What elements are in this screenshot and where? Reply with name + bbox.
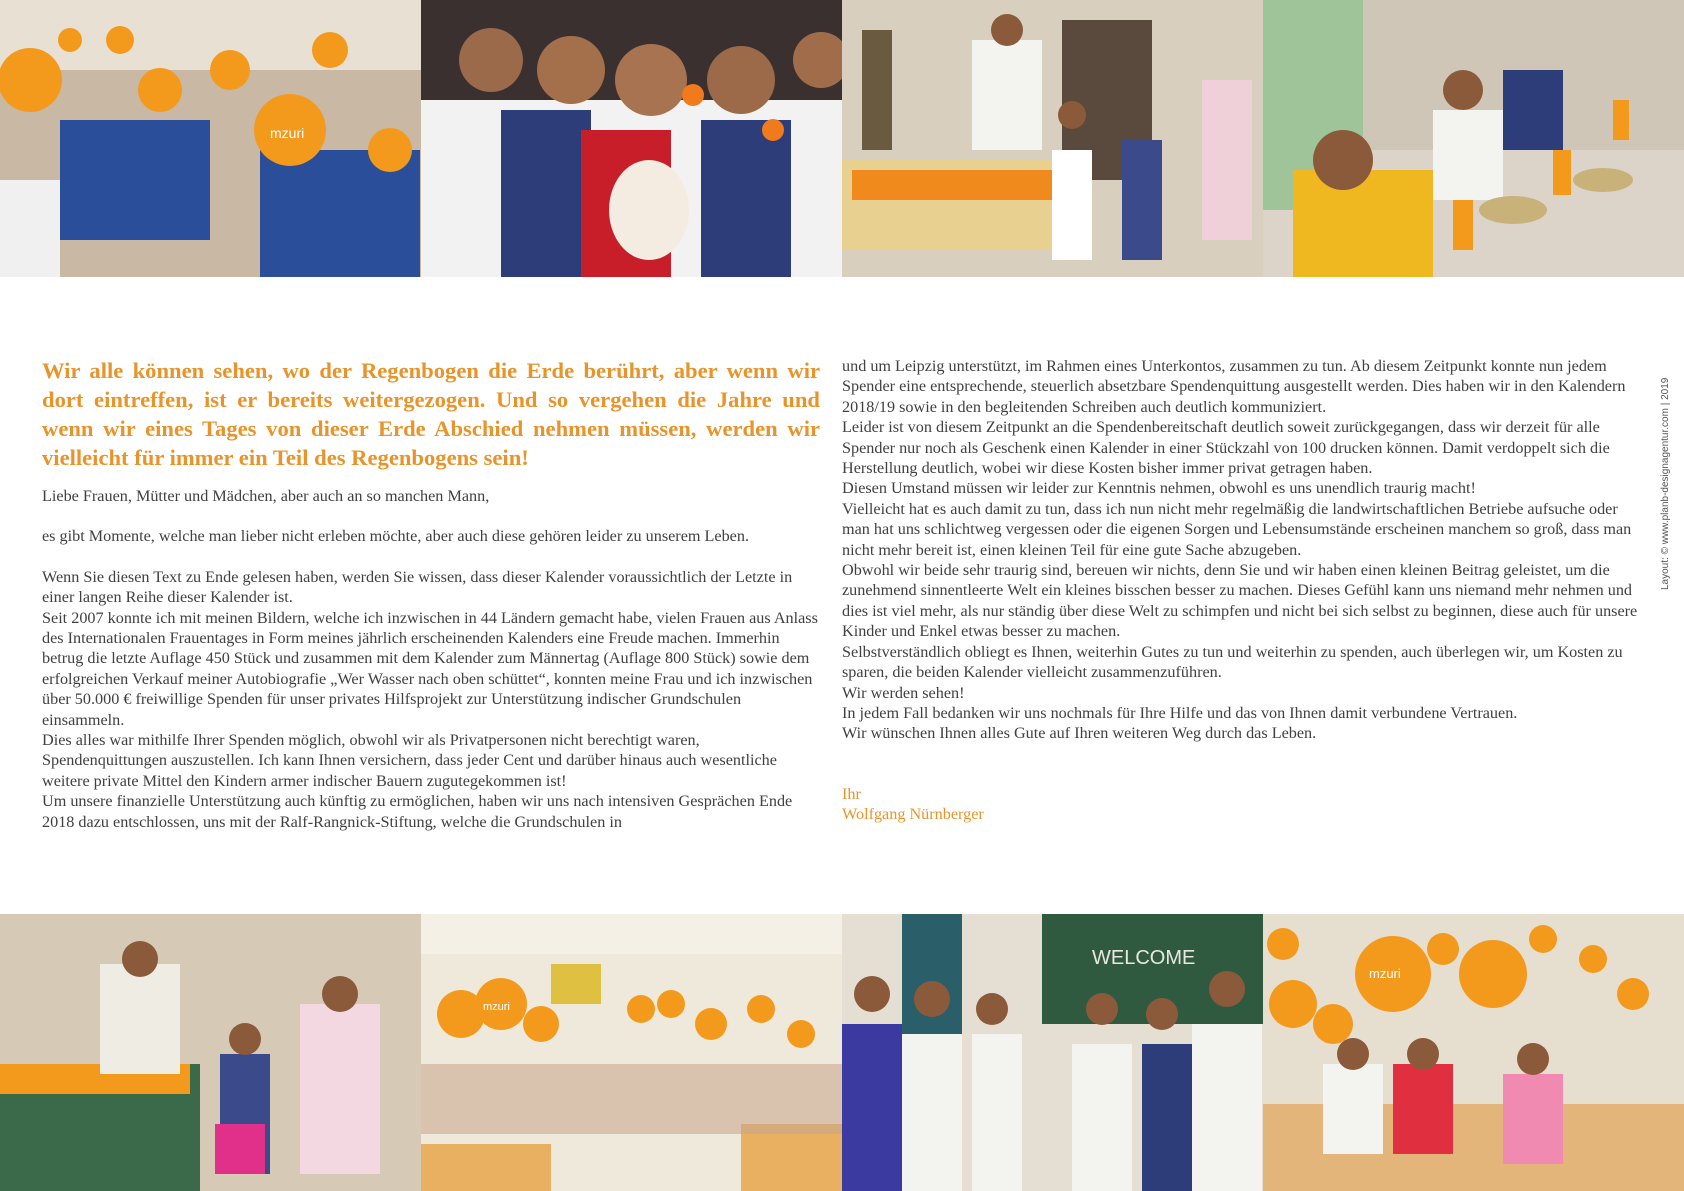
top-photo-strip	[0, 0, 1684, 277]
right-paragraph: Selbstverständlich obliegt es Ihnen, weiterhin Gutes zu tun und weiterhin zu spenden, auch überlegen wir, um Kosten zu sparen, die beiden Kalender vielleicht zusammenzuführen.	[842, 642, 1623, 682]
right-paragraph: Diesen Umstand müssen wir leider zur Kenntnis nehmen, obwohl es uns unendlich traurig macht!	[842, 479, 1476, 498]
chalkboard-text: WELCOME	[1092, 947, 1196, 969]
left-text-column	[42, 356, 820, 832]
signature-name: Wolfgang Nürnberger	[842, 805, 984, 824]
photo-children-receiving-gifts	[0, 914, 421, 1191]
photo-children-holding-balloons	[1263, 914, 1684, 1191]
signature	[842, 784, 1642, 825]
photo-children-eating-lunch	[1263, 0, 1684, 277]
lead-quote: Wir alle können sehen, wo der Regenbogen die Erde berührt, aber wenn wir dort eintreffen, ist er bereits weitergezogen. Und so vergehen die Jahre und wenn wir eines Tages von dieser Erde Abschied nehmen müssen, werden wir vielleicht für immer ein Teil des Regenbogens sein!	[42, 358, 820, 470]
balloon-logo-text: mzuri	[483, 1001, 510, 1013]
left-paragraph: Seit 2007 konnte ich mit meinen Bildern, welche ich inzwischen in 44 Ländern gemacht habe, vielen Frauen aus Anlass des Internationalen Frauentages in Form meines jährlich erscheinenden Kalenders eine Freude machen. Immerhin betrug die letzte Auflage 450 Stück und zusammen mit dem Kalender zum Männertag (Auflage 800 Stück) sowie dem erfolgreichen Verkauf meiner Autobiografie „Wer Wasser nach oben schüttet“, konnten meine Frau und ich inzwischen über 50.000 € freiwillige Spenden für unser privates Hilfsprojekt zur Unterstützung indischer Grundschulen einsammeln.	[42, 608, 818, 729]
paragraph-gap	[42, 506, 820, 526]
photo-classroom-balloons-rows	[421, 914, 842, 1191]
photo-children-group-portrait	[421, 0, 842, 277]
photo-children-welcome-board	[842, 914, 1263, 1191]
balloon-logo-text: mzuri	[270, 125, 305, 141]
right-paragraph: Wir werden sehen!	[842, 683, 965, 702]
layout-credit: Layout: © www.planb-designagentur.com | 2019	[1660, 377, 1671, 590]
left-paragraph: Liebe Frauen, Mütter und Mädchen, aber auch an so manchen Mann,	[42, 487, 490, 505]
balloon-logo-text: mzuri	[1369, 966, 1401, 981]
right-paragraph: Leider ist von diesem Zeitpunkt an die Spendenbereitschaft deutlich soweit zurückgegangen, dass wir derzeit für alle Spender nur noch als Geschenk einen Kalender in einer Stückzahl von 100 drucken können. Damit verdoppelt sich die Herstellung deutlich, wobei wir diese Kosten bisher immer privat getragen haben.	[842, 418, 1610, 478]
paragraph-gap	[42, 547, 820, 567]
photo-teacher-handing-out-books	[842, 0, 1263, 277]
right-paragraph: Vielleicht hat es auch damit zu tun, dass ich nun nicht mehr regelmäßig die landwirtschaftlichen Betriebe aufsuche oder man hat uns schlichtweg vergessen oder die eigenen Sorgen und Lebensumstände erscheinen manchem so groß, dass man nicht mehr bereit ist, einen kleinen Teil für eine gute Sache abzugeben.	[842, 499, 1632, 559]
right-paragraph: und um Leipzig unterstützt, im Rahmen eines Unterkontos, zusammen zu tun. Ab diesem Zeitpunkt konnte nun jedem Spender eine entsprechende, steuerlich absetzbare Spendenquittung ausgestellt werden. Dies haben wir in den Kalendern 2018/19 sowie in den begleitenden Schreiben auch deutlich kommuniziert.	[842, 357, 1626, 416]
bottom-photo-strip	[0, 914, 1684, 1191]
right-paragraph: Wir wünschen Ihnen alles Gute auf Ihren weiteren Weg durch das Leben.	[842, 724, 1317, 743]
left-paragraph: Um unsere finanzielle Unterstützung auch künftig zu ermöglichen, haben wir uns nach intensiven Gesprächen Ende 2018 dazu entschlossen, uns mit der Ralf-Rangnick-Stiftung, welche die Grundschulen in	[42, 792, 793, 831]
left-paragraph: Dies alles war mithilfe Ihrer Spenden möglich, obwohl wir als Privatpersonen nicht berechtigt waren, Spendenquittungen auszustellen. Ich kann Ihnen versichern, dass jeder Cent und darüber hinaus auch wesentliche weitere private Mittel den Kindern armer indischer Bauern zugutegekommen ist!	[42, 731, 777, 790]
left-paragraph: Wenn Sie diesen Text zu Ende gelesen haben, werden Sie wissen, dass dieser Kalender voraussichtlich der Letzte in einer langen Reihe dieser Kalender ist.	[42, 567, 793, 607]
right-paragraph: In jedem Fall bedanken wir uns nochmals für Ihre Hilfe und das von Ihnen damit verbundene Vertrauen.	[842, 703, 1518, 722]
right-text-column	[842, 356, 1642, 825]
signature-greeting: Ihr	[842, 784, 861, 803]
photo-classroom-balloons	[0, 0, 421, 277]
right-paragraph: Obwohl wir beide sehr traurig sind, bereuen wir nichts, denn Sie und wir haben einen kleinen Beitrag geleistet, um die zunehmend sinnentleerte Welt ein kleines bisschen besser zu machen. Dieses Gefühl kann uns niemand mehr nehmen und dies ist viel mehr, als nur ständig über diese Welt zu schimpfen und nicht bei sich selbst zu beginnen, diese auch für unsere Kinder und Enkel etwas besser zu machen.	[842, 561, 1638, 641]
left-paragraph: es gibt Momente, welche man lieber nicht erleben möchte, aber auch diese gehören leider zu unserem Leben.	[42, 527, 750, 546]
